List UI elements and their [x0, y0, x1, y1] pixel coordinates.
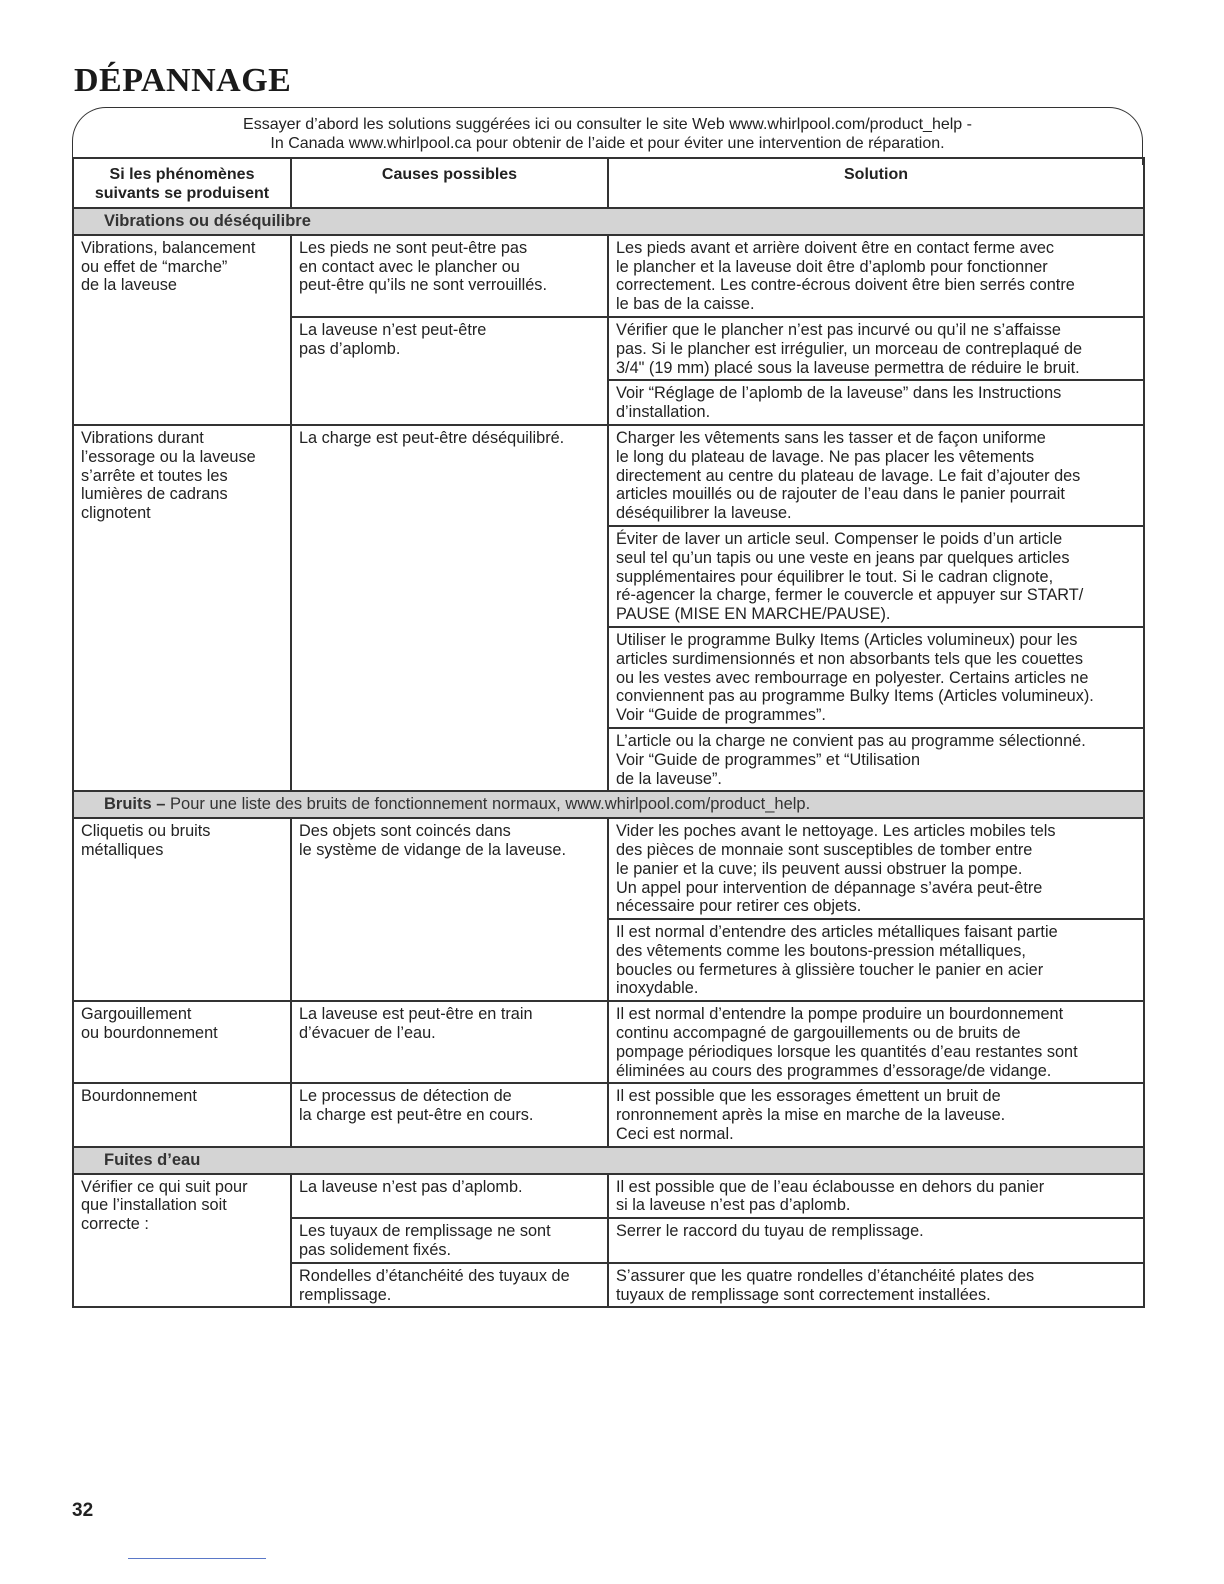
solution-cell: S’assurer que les quatre rondelles d’étanchéité plates des tuyaux de remplissage sont correctement installées. — [608, 1263, 1144, 1308]
table-header-row — [73, 158, 1144, 208]
header-symptom-line-1: Si les phénomènes — [109, 166, 255, 183]
symptom-cell: Bourdonnement — [73, 1083, 291, 1146]
table-row — [73, 818, 1144, 919]
intro-line-1: Essayer d’abord les solutions suggérées ici ou consulter le site Web www.whirlpool.com/product_help - — [243, 116, 972, 133]
cause-cell: Les tuyaux de remplissage ne sont pas solidement fixés. — [291, 1218, 608, 1263]
solution-cell: Il est possible que de l’eau éclabousse en dehors du panier si la laveuse n’est pas d’aplomb. — [608, 1174, 1144, 1219]
section-header-vibrations — [73, 208, 1144, 235]
table-row — [73, 1083, 1144, 1146]
solution-cell: Il est normal d’entendre la pompe produire un bourdonnement continu accompagné de gargouillements ou de bruits de pompage périodiques lorsque les quantités d’eau restantes sont éliminées au cours des programmes d’essorage/de vidange. — [608, 1001, 1144, 1083]
section-header-fuites — [73, 1147, 1144, 1174]
solution-cell: Éviter de laver un article seul. Compenser le poids d’un article seul tel qu’un tapis ou une veste en jeans par quelques articles supplémentaires pour équilibrer le tout. Si le cadran clignote, ré-agencer la charge, fermer le couvercle et appuyer sur START/ PAUSE (MISE EN MARCHE/PAUSE). — [608, 526, 1144, 627]
solution-cell: L’article ou la charge ne convient pas au programme sélectionné. Voir “Guide de programmes” et “Utilisation de la laveuse”. — [608, 728, 1144, 791]
section-row-bruits — [73, 791, 1144, 818]
footer-divider — [128, 1558, 266, 1559]
section-title: Fuites d’eau — [104, 1150, 201, 1169]
section-row-fuites — [73, 1147, 1144, 1174]
cause-cell: La charge est peut-être déséquilibré. — [291, 425, 608, 791]
symptom-cell: Vibrations, balancement ou effet de “marche” de la laveuse — [73, 235, 291, 425]
cause-cell: Rondelles d’étanchéité des tuyaux de remplissage. — [291, 1263, 608, 1308]
table-row — [73, 425, 1144, 526]
intro-line-2: In Canada www.whirlpool.ca pour obtenir de l’aide et pour éviter une intervention de réparation. — [270, 135, 945, 152]
symptom-cell: Vibrations durant l’essorage ou la laveuse s’arrête et toutes les lumières de cadrans clignotent — [73, 425, 291, 791]
troubleshooting-table — [72, 157, 1145, 1308]
cause-cell: Des objets sont coincés dans le système de vidange de la laveuse. — [291, 818, 608, 1001]
header-symptom-line-2: suivants se produisent — [94, 185, 270, 202]
solution-cell: Vérifier que le plancher n’est pas incurvé ou qu’il ne s’affaisse pas. Si le plancher est irrégulier, un morceau de contreplaqué de 3/4" (19 mm) placé sous la laveuse permettra de réduire le bruit. — [608, 317, 1144, 380]
page-number: 32 — [72, 1500, 94, 1521]
section-title: Bruits – — [104, 795, 166, 814]
symptom-cell: Vérifier ce qui suit pour que l’installation soit correcte : — [73, 1174, 291, 1308]
header-solution: Solution — [608, 158, 1144, 208]
header-symptom — [73, 158, 291, 208]
symptom-cell: Cliquetis ou bruits métalliques — [73, 818, 291, 1001]
section-header-bruits — [73, 791, 1144, 818]
solution-cell: Serrer le raccord du tuyau de remplissage. — [608, 1218, 1144, 1263]
solution-cell: Vider les poches avant le nettoyage. Les articles mobiles tels des pièces de monnaie sont susceptibles de tomber entre le panier et la cuve; ils peuvent aussi obstruer la pompe. Un appel pour intervention de dépannage s’avéra peut-être nécessaire pour retirer ces objets. — [608, 818, 1144, 919]
cause-cell: La laveuse n’est pas d’aplomb. — [291, 1174, 608, 1219]
cause-cell: La laveuse est peut-être en train d’évacuer de l’eau. — [291, 1001, 608, 1083]
solution-cell: Charger les vêtements sans les tasser et de façon uniforme le long du plateau de lavage. Ne pas placer les vêtements directement au centre du plateau de lavage. Le fait d’ajouter des articles mouillés ou de rajouter de l’eau dans le panier pourrait déséquilibrer la laveuse. — [608, 425, 1144, 526]
section-row-vibrations — [73, 208, 1144, 235]
table-row — [73, 1001, 1144, 1083]
symptom-cell: Gargouillement ou bourdonnement — [73, 1001, 291, 1083]
table-row — [73, 1174, 1144, 1219]
cause-cell: Le processus de détection de la charge est peut-être en cours. — [291, 1083, 608, 1146]
solution-cell: Utiliser le programme Bulky Items (Articles volumineux) pour les articles surdimensionnés et non absorbants tels que les couettes ou les vestes avec rembourrage en polyester. Certains articles ne conviennent pas au programme Bulky Items (Articles volumineux). Voir “Guide de programmes”. — [608, 627, 1144, 728]
header-cause: Causes possibles — [291, 158, 608, 208]
section-note: Pour une liste des bruits de fonctionnement normaux, www.whirlpool.com/product_help. — [165, 795, 811, 814]
cause-cell: Les pieds ne sont peut-être pas en contact avec le plancher ou peut-être qu’ils ne sont verrouillés. — [291, 235, 608, 317]
page-title: DÉPANNAGE — [74, 62, 292, 99]
table-row — [73, 235, 1144, 317]
solution-cell: Il est possible que les essorages émettent un bruit de ronronnement après la mise en marche de la laveuse. Ceci est normal. — [608, 1083, 1144, 1146]
intro-text — [72, 115, 1143, 153]
solution-cell: Voir “Réglage de l’aplomb de la laveuse” dans les Instructions d’installation. — [608, 380, 1144, 425]
solution-cell: Il est normal d’entendre des articles métalliques faisant partie des vêtements comme les boutons-pression métalliques, boucles ou fermetures à glissière toucher le panier en acier inoxydable. — [608, 919, 1144, 1001]
cause-cell: La laveuse n’est peut-être pas d’aplomb. — [291, 317, 608, 425]
section-title: Vibrations ou déséquilibre — [104, 212, 311, 230]
solution-cell: Les pieds avant et arrière doivent être en contact ferme avec le plancher et la laveuse doit être d’aplomb pour fonctionner correctement. Les contre-écrous doivent être bien serrés contre le bas de la caisse. — [608, 235, 1144, 317]
